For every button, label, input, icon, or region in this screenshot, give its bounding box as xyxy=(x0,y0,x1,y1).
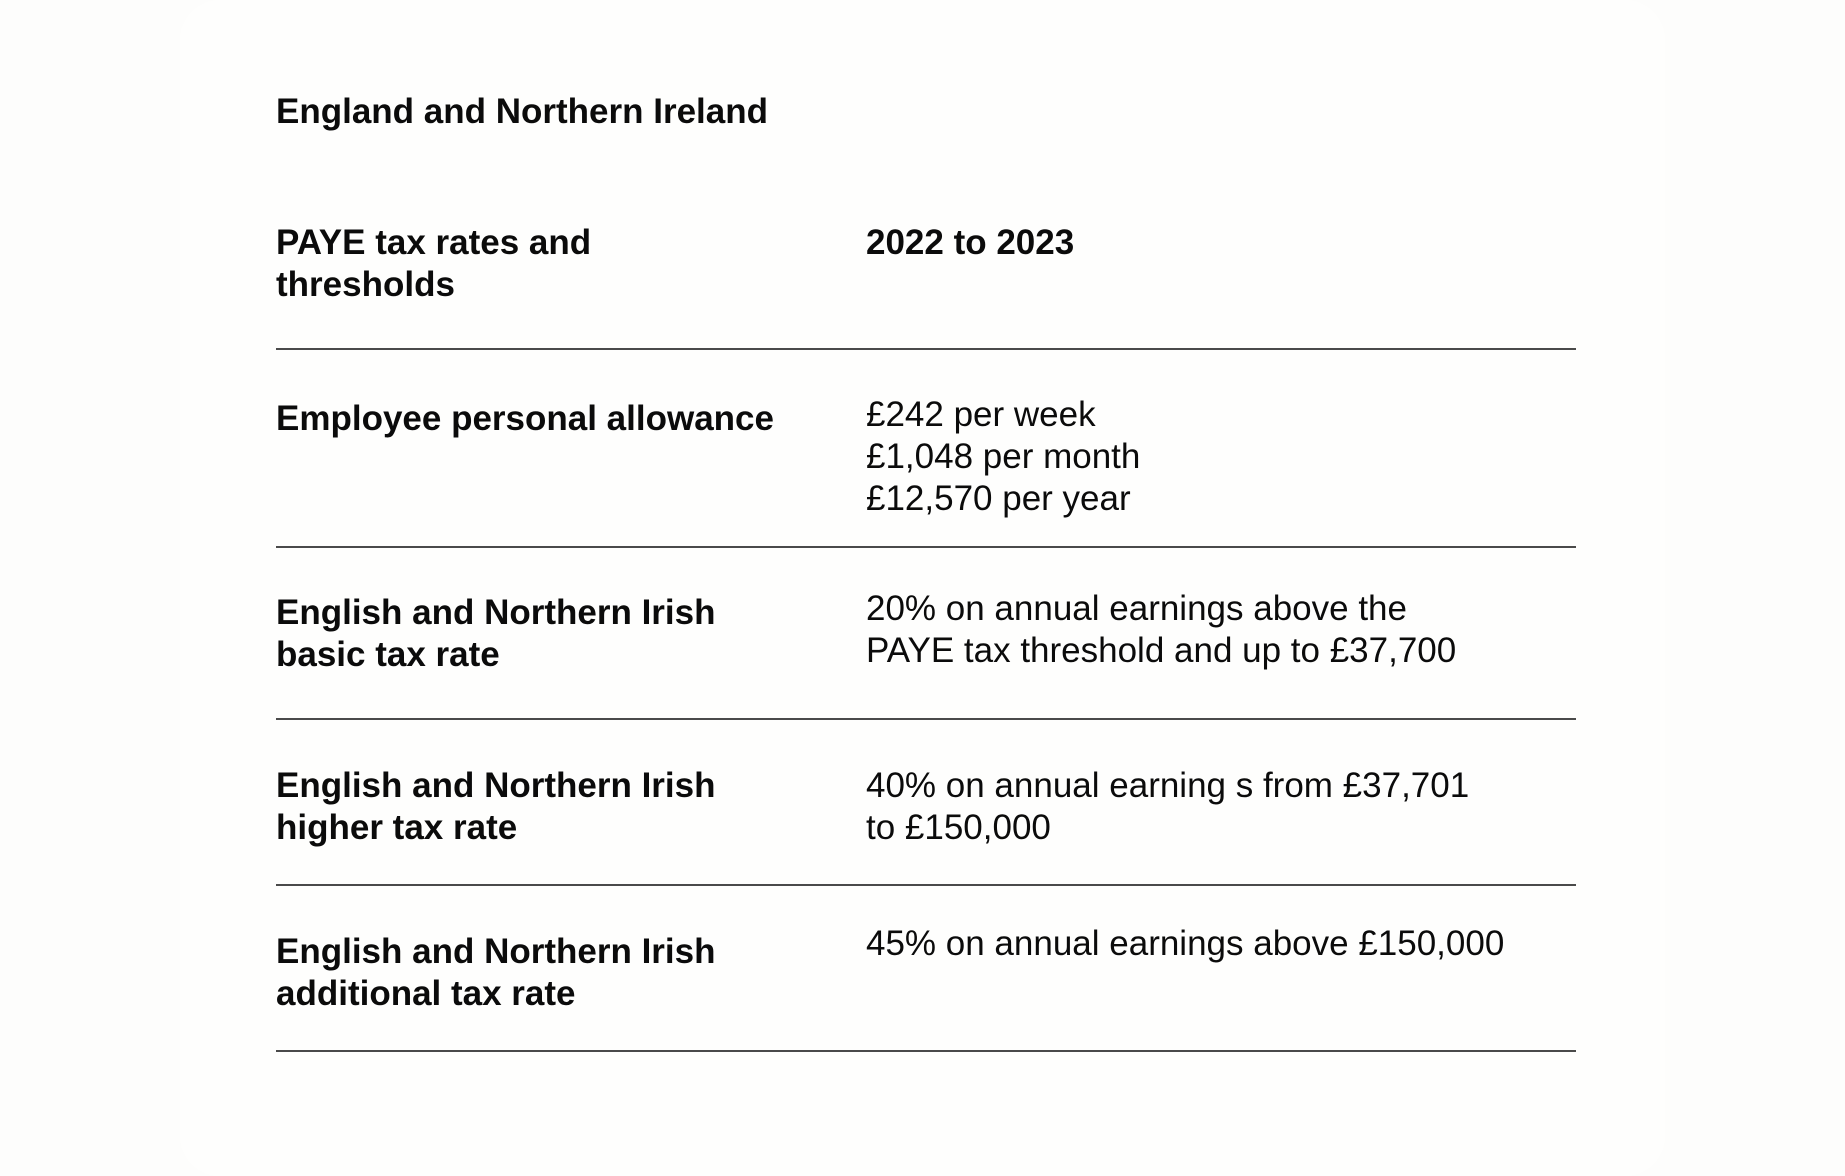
row-value: £242 per week £1,048 per month £12,570 per year xyxy=(866,395,1141,518)
section-title: England and Northern Ireland xyxy=(276,92,768,131)
paye-rates-table xyxy=(276,220,1576,1052)
row-label: English and Northern Irish additional tax rate xyxy=(276,932,716,1013)
table-row xyxy=(276,886,1576,1052)
table-header-row xyxy=(276,220,1576,350)
table-row xyxy=(276,350,1576,548)
row-label: Employee personal allowance xyxy=(276,399,774,438)
row-label: English and Northern Irish higher tax rate xyxy=(276,766,716,847)
row-value: 20% on annual earnings above the PAYE tax threshold and up to £37,700 xyxy=(866,589,1457,670)
table-row xyxy=(276,548,1576,720)
header-label: PAYE tax rates and thresholds xyxy=(276,223,592,304)
header-year: 2022 to 2023 xyxy=(866,223,1075,262)
row-value: 40% on annual earning s from £37,701 to £150,000 xyxy=(866,766,1470,847)
row-label: English and Northern Irish basic tax rate xyxy=(276,593,716,674)
row-value: 45% on annual earnings above £150,000 xyxy=(866,924,1505,963)
table-row xyxy=(276,720,1576,886)
